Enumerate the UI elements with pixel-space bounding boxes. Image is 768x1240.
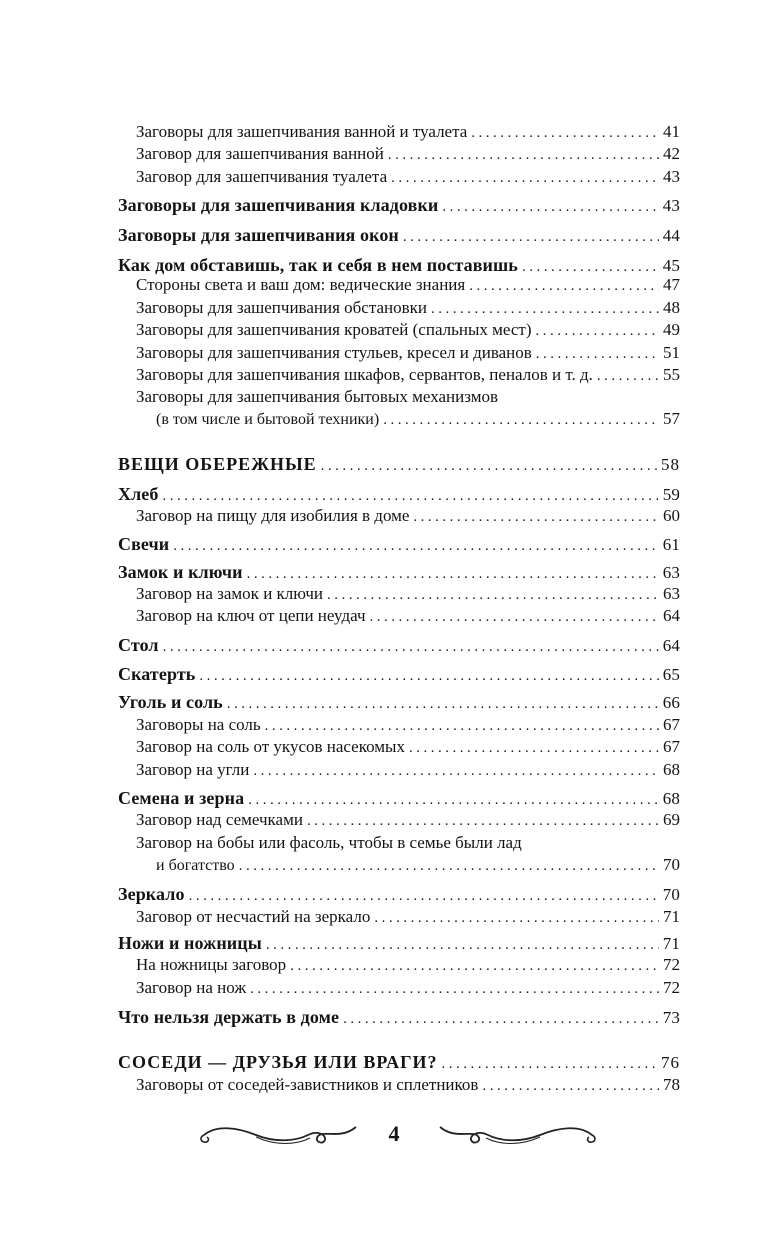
dot-leader xyxy=(391,167,659,189)
page-footer xyxy=(0,1115,768,1159)
entry-title: Заговоры для зашепчивания ванной и туалета xyxy=(136,122,468,141)
entry-page-number: 59 xyxy=(662,485,680,504)
toc-chapter xyxy=(118,561,680,585)
dot-leader xyxy=(469,275,659,297)
dot-leader xyxy=(327,584,659,606)
toc-chapter xyxy=(118,691,680,715)
entry-page-number: 64 xyxy=(663,606,680,625)
toc-chapter xyxy=(118,787,680,811)
entry-title: Как дом обставишь, так и себя в нем поставишь xyxy=(118,255,518,275)
dot-leader xyxy=(189,885,659,907)
entry-page-number: 63 xyxy=(663,584,680,603)
entry-title: Заговор на ключ от цепи неудач xyxy=(136,606,366,625)
entry-page-number: 67 xyxy=(663,737,680,756)
toc-subentry xyxy=(118,297,680,320)
left-ornament-icon xyxy=(196,1115,364,1155)
entry-title: Заговор на угли xyxy=(136,760,250,779)
entry-page-number: 48 xyxy=(663,298,680,317)
entry-page-number: 67 xyxy=(663,715,680,734)
dot-leader xyxy=(383,409,659,431)
entry-title: Заговоры для зашепчивания кроватей (спальных мест) xyxy=(136,320,532,339)
entry-page-number: 65 xyxy=(662,665,680,684)
entry-page-number: 76 xyxy=(661,1053,680,1072)
toc-subentry xyxy=(118,854,680,877)
entry-page-number: 66 xyxy=(662,693,680,712)
toc-chapter xyxy=(118,533,680,557)
toc-chapter xyxy=(118,224,680,248)
toc-subentry xyxy=(118,121,680,144)
toc-subentry xyxy=(118,1074,680,1097)
entry-page-number: 78 xyxy=(663,1075,680,1094)
entry-page-number: 68 xyxy=(662,789,680,808)
dot-leader xyxy=(413,506,659,528)
entry-page-number: 64 xyxy=(662,636,680,655)
entry-title: Ножи и ножницы xyxy=(118,933,262,953)
toc-subentry xyxy=(118,605,680,628)
entry-title: ВЕЩИ ОБЕРЕЖНЫЕ xyxy=(118,454,317,474)
entry-title: Скатерть xyxy=(118,664,196,684)
toc-subentry xyxy=(118,736,680,759)
entry-title: Что нельзя держать в доме xyxy=(118,1007,340,1027)
toc-chapter xyxy=(118,194,680,218)
entry-page-number: 60 xyxy=(663,506,680,525)
entry-title: Стороны света и ваш дом: ведические знания xyxy=(136,275,466,294)
entry-title: Свечи xyxy=(118,534,170,554)
dot-leader xyxy=(227,693,659,715)
entry-title: Заговор для зашепчивания туалета xyxy=(136,167,388,186)
dot-leader xyxy=(265,715,659,737)
toc-subentry xyxy=(118,166,680,189)
entry-title: Заговоры для зашепчивания окон xyxy=(118,225,399,245)
entry-title: Заговоры для зашепчивания кладовки xyxy=(118,195,439,215)
toc-subentry xyxy=(118,832,680,854)
toc-part-heading xyxy=(118,1051,680,1075)
entry-title: Зеркало xyxy=(118,884,185,904)
toc-subentry xyxy=(118,583,680,606)
entry-title: Заговор над семечками xyxy=(136,810,303,829)
entry-title: Стол xyxy=(118,635,159,655)
entry-page-number: 47 xyxy=(663,275,680,294)
entry-page-number: 57 xyxy=(663,409,680,428)
entry-page-number: 58 xyxy=(661,455,680,474)
toc-subentry xyxy=(118,954,680,977)
entry-page-number: 42 xyxy=(663,144,680,163)
dot-leader xyxy=(163,485,659,507)
dot-leader xyxy=(266,934,659,956)
entry-title: Заговор на нож xyxy=(136,978,247,997)
entry-title: Замок и ключи xyxy=(118,562,243,582)
entry-page-number: 71 xyxy=(663,907,680,926)
entry-page-number: 49 xyxy=(663,320,680,339)
entry-title: Заговор на пищу для изобилия в доме xyxy=(136,506,410,525)
toc-subentry xyxy=(118,408,680,431)
toc-subentry xyxy=(118,386,680,408)
entry-title: Заговоры на соль xyxy=(136,715,261,734)
entry-page-number: 44 xyxy=(662,226,680,245)
dot-leader xyxy=(431,298,659,320)
toc-chapter xyxy=(118,932,680,956)
dot-leader xyxy=(290,955,659,977)
entry-title: Заговоры от соседей-завистников и сплетников xyxy=(136,1075,479,1094)
entry-title: СОСЕДИ — ДРУЗЬЯ ИЛИ ВРАГИ? xyxy=(118,1052,438,1072)
dot-leader xyxy=(239,855,659,877)
entry-page-number: 61 xyxy=(662,535,680,554)
entry-title: Заговоры для зашепчивания стульев, кресел и диванов xyxy=(136,343,532,362)
toc-subentry xyxy=(118,143,680,166)
entry-page-number: 41 xyxy=(663,122,680,141)
dot-leader xyxy=(442,196,658,218)
entry-page-number: 43 xyxy=(662,196,680,215)
entry-title: Заговоры для зашепчивания обстановки xyxy=(136,298,428,317)
dot-leader xyxy=(442,1053,657,1075)
dot-leader xyxy=(250,978,659,1000)
dot-leader xyxy=(248,789,659,811)
toc-subentry xyxy=(118,274,680,297)
toc-subentry xyxy=(118,714,680,737)
toc-part-heading xyxy=(118,453,680,477)
entry-title: Уголь и соль xyxy=(118,692,223,712)
entry-page-number: 63 xyxy=(662,563,680,582)
entry-page-number: 73 xyxy=(662,1008,680,1027)
dot-leader xyxy=(173,535,659,557)
entry-page-number: 70 xyxy=(663,855,680,874)
entry-page-number: 70 xyxy=(662,885,680,904)
entry-page-number: 72 xyxy=(663,978,680,997)
toc-subentry xyxy=(118,505,680,528)
entry-title: Заговор для зашепчивания ванной xyxy=(136,144,384,163)
entry-page-number: 68 xyxy=(663,760,680,779)
right-ornament-icon xyxy=(432,1115,600,1155)
dot-leader xyxy=(163,636,659,658)
dot-leader xyxy=(253,760,659,782)
dot-leader xyxy=(247,563,659,585)
entry-title: На ножницы заговор xyxy=(136,955,287,974)
toc-chapter xyxy=(118,663,680,687)
entry-page-number: 72 xyxy=(663,955,680,974)
entry-title: Заговор на замок и ключи xyxy=(136,584,323,603)
page-number: 4 xyxy=(388,1121,400,1146)
toc-subentry xyxy=(118,759,680,782)
entry-page-number: 43 xyxy=(663,167,680,186)
entry-title: Хлеб xyxy=(118,484,159,504)
entry-page-number: 71 xyxy=(662,934,680,953)
dot-leader xyxy=(199,665,658,687)
dot-leader xyxy=(321,455,657,477)
toc-subentry xyxy=(118,809,680,832)
toc-subentry xyxy=(118,342,680,365)
dot-leader xyxy=(374,907,659,929)
dot-leader xyxy=(536,320,659,342)
dot-leader xyxy=(471,122,659,144)
toc-subentry xyxy=(118,364,680,387)
dot-leader xyxy=(597,365,659,387)
toc-subentry xyxy=(118,906,680,929)
dot-leader xyxy=(370,606,659,628)
entry-title: Заговор на соль от укусов насекомых xyxy=(136,737,405,756)
entry-page-number: 55 xyxy=(663,365,680,384)
entry-title: (в том числе и бытовой техники) xyxy=(156,411,380,428)
entry-title: Заговор от несчастий на зеркало xyxy=(136,907,371,926)
dot-leader xyxy=(307,810,659,832)
toc-subentry xyxy=(118,977,680,1000)
toc-chapter xyxy=(118,883,680,907)
entry-page-number: 51 xyxy=(663,343,680,362)
dot-leader xyxy=(409,737,659,759)
toc-subentry xyxy=(118,319,680,342)
toc-chapter xyxy=(118,1006,680,1030)
entry-page-number: 69 xyxy=(663,810,680,829)
entry-page-number: 45 xyxy=(662,256,680,275)
dot-leader xyxy=(536,343,659,365)
entry-title: и богатство xyxy=(156,857,235,874)
entry-title: Заговор на бобы или фасоль, чтобы в семье были лад xyxy=(136,833,522,852)
toc-chapter xyxy=(118,483,680,507)
dot-leader xyxy=(343,1008,659,1030)
toc-chapter xyxy=(118,634,680,658)
dot-leader xyxy=(482,1075,659,1097)
entry-title: Семена и зерна xyxy=(118,788,245,808)
entry-title: Заговоры для зашепчивания шкафов, сервантов, пеналов и т. д. xyxy=(136,365,593,384)
dot-leader xyxy=(403,226,659,248)
entry-title: Заговоры для зашепчивания бытовых механизмов xyxy=(136,387,498,406)
dot-leader xyxy=(388,144,659,166)
